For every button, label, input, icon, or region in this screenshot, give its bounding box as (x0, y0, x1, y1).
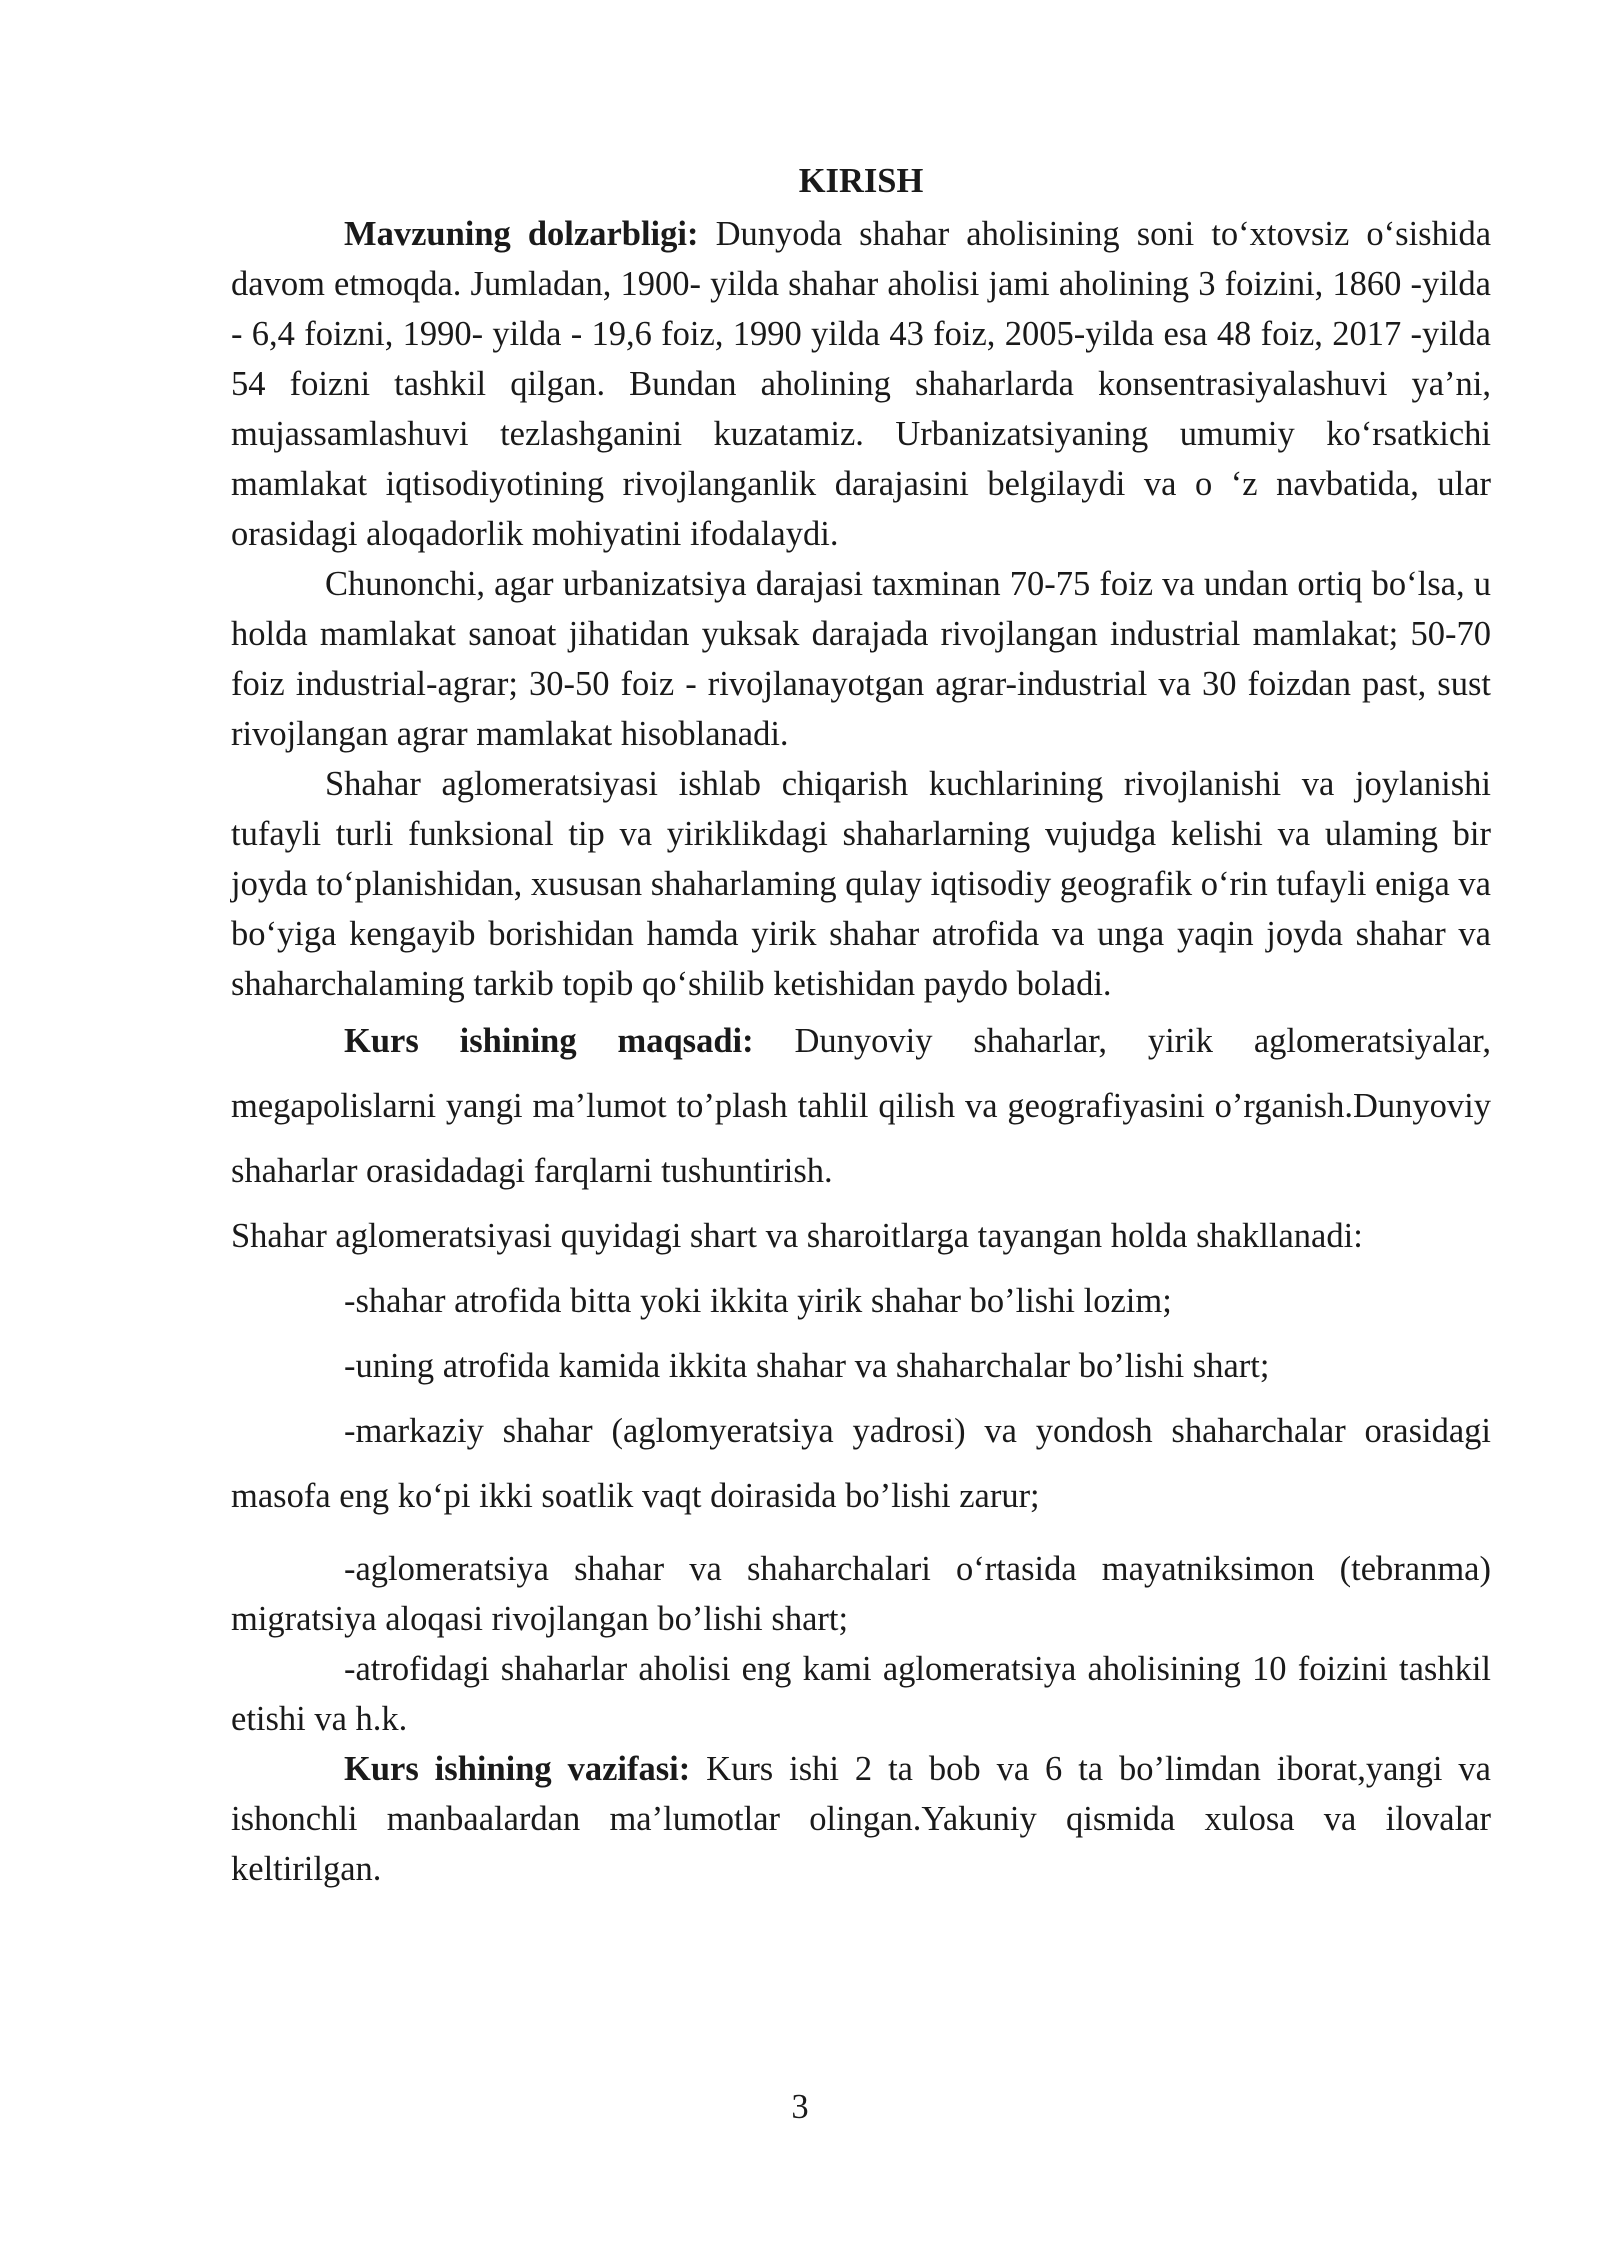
urbanization-paragraph: Chunonchi, agar urbanizatsiya darajasi taxminan 70-75 foiz va undan ortiq bo‘lsa, u holda mamlakat sanoat jihatidan yuksak darajada rivojlangan industrial mamlakat; 50-70 foiz industrial-agrar; 30-50 foiz - rivojlanayotgan agrar-industrial va 30 foizdan past, sust rivojlangan agrar mamlakat hisoblanadi. (231, 565, 1491, 753)
relevance-text: Dunyoda shahar aholisining soni to‘xtovsiz o‘sishida davom etmoqda. Jumladan, 1900- yilda shahar aholisi jami aholining 3 foizini, 1860 -yilda - 6,4 foizni, 1990- yilda - 19,6 foiz, 1990 yilda 43 foiz, 2005-yilda esa 48 foiz, 2017 -yilda 54 foizni tashkil qilgan. Bundan aholining shaharlarda konsentrasiyalashuvi ya’ni, mujassamlashuvi tezlashganini kuzatamiz. Urbanizatsiyaning umumiy ko‘rsatkichi mamlakat iqtisodiyotining rivojlanganlik darajasini belgilaydi va o ‘z navbatida, ular orasidagi aloqadorlik mohiyatini ifodalaydi. (231, 215, 1492, 553)
agglomeration-paragraph: Shahar aglomeratsiyasi ishlab chiqarish kuchlarining rivojlanishi va joylanishi tufayli turli funksional tip va yiriklikdagi shaharlarning vujudga kelishi va ulaming bir joyda to‘planishidan, xususan shaharlaming qulay iqtisodiy geografik o‘rin tufayli eniga va bo‘yiga kengayib borishidan hamda yirik shahar atrofida va unga yaqin joyda shahar va shaharchalaming tarkib topib qo‘shilib ketishidan paydo boladi. (231, 765, 1491, 1003)
relevance-paragraph (231, 209, 1491, 559)
condition-item: -markaziy shahar (aglomyeratsiya yadrosi) va yondosh shaharchalar orasidagi masofa eng ko‘pi ikki soatlik vaqt doirasida bo’lishi zarur; (231, 1412, 1491, 1515)
tasks-text: Kurs ishi 2 ta bob va 6 ta bo’limdan iborat,yangi va ishonchli manbaalardan ma’lumotlar olingan.Yakuniy qismida xulosa va ilovalar keltirilgan. (231, 1750, 1491, 1888)
page-number: 3 (791, 2088, 809, 2126)
condition-item: -aglomeratsiya shahar va shaharchalari o‘rtasida mayatniksimon (tebranma) migratsiya aloqasi rivojlangan bo’lishi shart; (231, 1550, 1491, 1638)
tasks-label: Kurs ishining vazifasi: (344, 1750, 691, 1788)
conditions-intro: Shahar aglomeratsiyasi quyidagi shart va sharoitlarga tayangan holda shakllanadi: (231, 1217, 1363, 1255)
tasks-paragraph (231, 1744, 1491, 1894)
goal-label: Kurs ishining maqsadi: (344, 1022, 754, 1060)
goal-paragraph (231, 1009, 1491, 1204)
condition-item: -shahar atrofida bitta yoki ikkita yirik shahar bo’lishi lozim; (344, 1282, 1172, 1320)
condition-item: -atrofidagi shaharlar aholisi eng kami aglomeratsiya aholisining 10 foizini tashkil etishi va h.k. (231, 1650, 1491, 1738)
document-page (231, 155, 1491, 1894)
goal-text: Dunyoviy shaharlar, yirik aglomeratsiyalar, megapolislarni yangi ma’lumot to’plash tahlil qilish va geografiyasini o’rganish.Dunyoviy shaharlar orasidadagi farqlarni tushuntirish. (231, 1022, 1491, 1190)
section-heading: KIRISH (798, 162, 924, 200)
relevance-label: Mavzuning dolzarbligi: (344, 215, 699, 253)
condition-item: -uning atrofida kamida ikkita shahar va shaharchalar bo’lishi shart; (344, 1347, 1270, 1385)
